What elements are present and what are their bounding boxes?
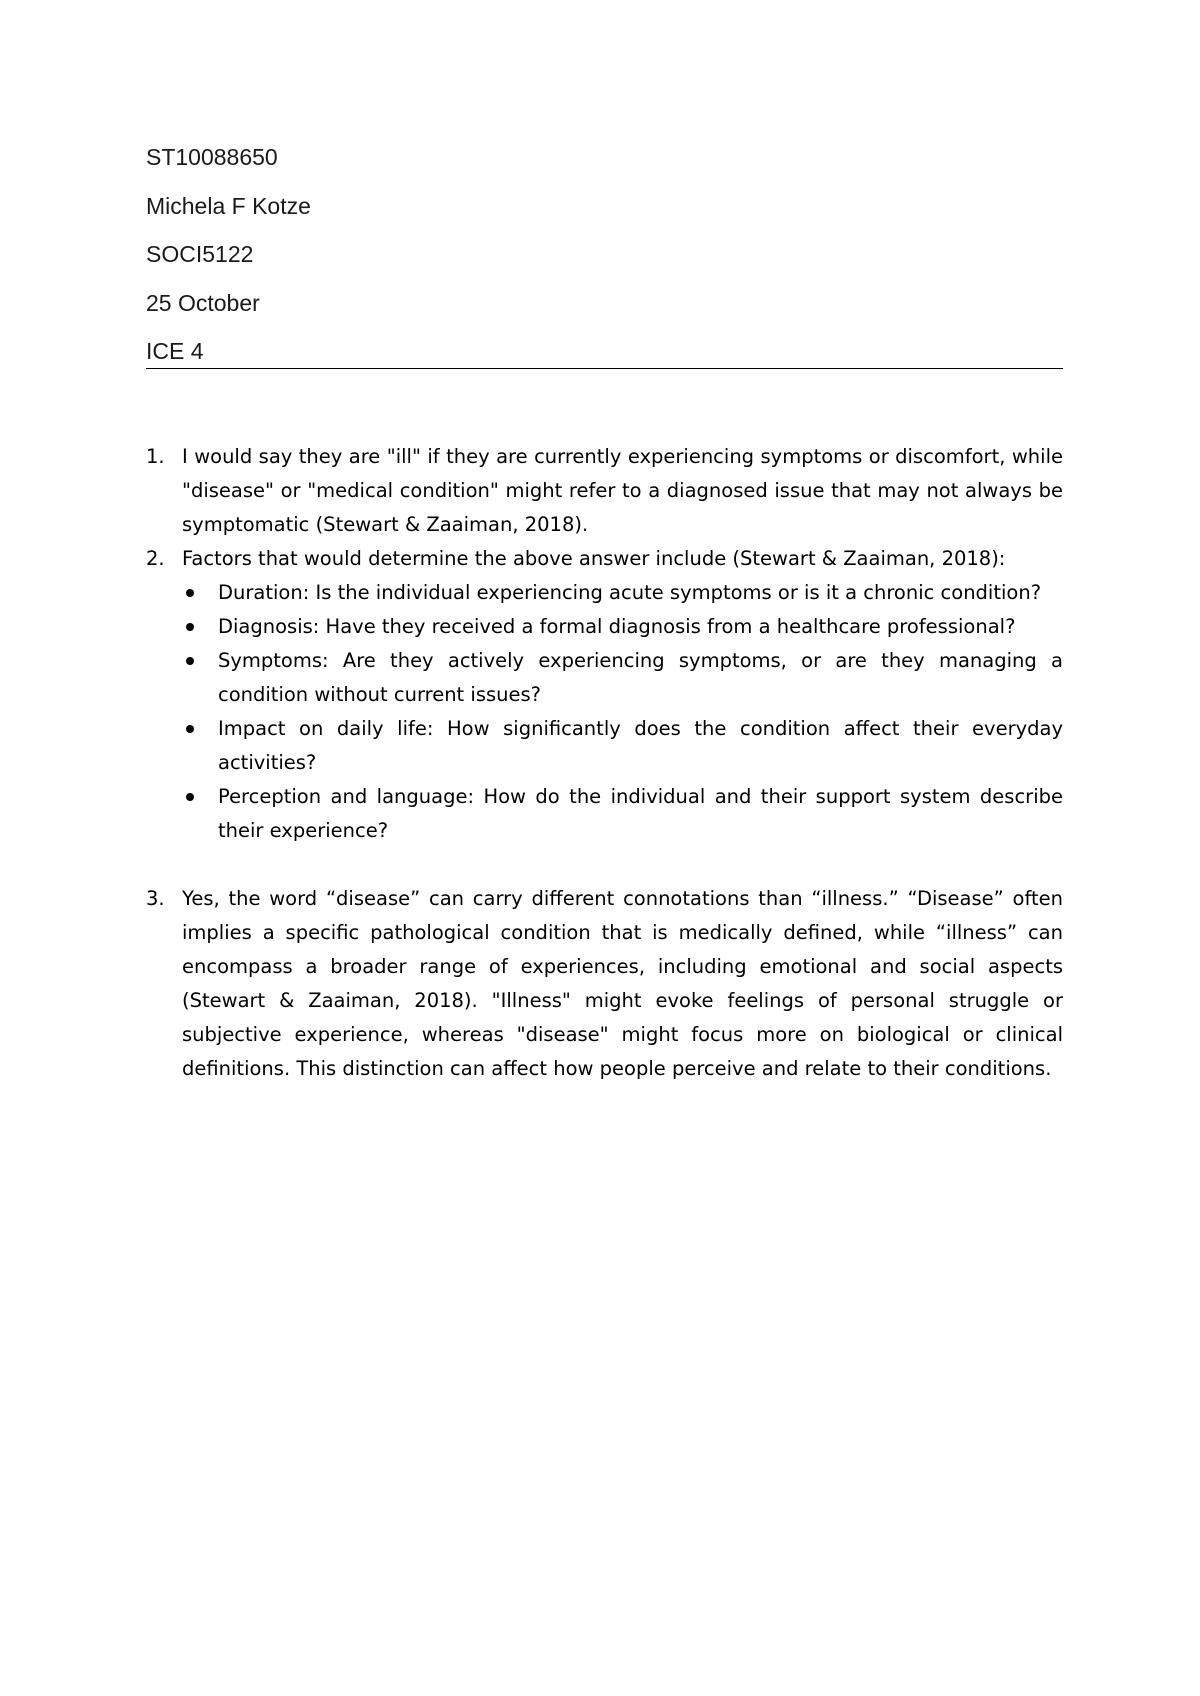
paragraph-spacer [146, 848, 1063, 882]
list-item [182, 576, 1063, 610]
answers-list [146, 440, 1063, 1086]
bullet-icon [186, 589, 194, 597]
list-item [182, 780, 1063, 848]
answer-number: 3. [146, 887, 165, 910]
answer-item-1 [146, 440, 1063, 542]
list-item-text: Impact on daily life: How significantly does the condition affect their everyday activities? [218, 717, 1063, 774]
bullet-icon [186, 793, 194, 801]
submission-date: 25 October [146, 289, 260, 316]
bullet-icon [186, 657, 194, 665]
answer-text: I would say they are "ill" if they are currently experiencing symptoms or discomfort, while "disease" or "medical condition" might refer to a diagnosed issue that may not always be symptomatic (Stewart & Zaaiman, 2018). [182, 445, 1063, 536]
answer-number: 2. [146, 547, 165, 570]
list-item [182, 712, 1063, 780]
answer-text: Yes, the word “disease” can carry different connotations than “illness.” “Disease” often implies a specific pathological condition that is medically defined, while “illness” can encompass a broader range of experiences, including emotional and social aspects (Stewart & Zaaiman, 2018). "Illness" might evoke feelings of personal struggle or subjective experience, whereas "disease" might focus more on biological or clinical definitions. This distinction can affect how people perceive and relate to their conditions. [182, 887, 1063, 1080]
list-item-text: Perception and language: How do the individual and their support system describe their experience? [218, 785, 1063, 842]
list-item [182, 644, 1063, 712]
list-item-text: Symptoms: Are they actively experiencing symptoms, or are they managing a condition without current issues? [218, 649, 1063, 706]
bullet-icon [186, 725, 194, 733]
document-header [146, 140, 1063, 369]
module-code: SOCI5122 [146, 241, 254, 267]
answer-item-3 [146, 882, 1063, 1086]
answer-text: Factors that would determine the above answer include (Stewart & Zaaiman, 2018): [182, 547, 1006, 570]
list-item-text: Diagnosis: Have they received a formal diagnosis from a healthcare professional? [218, 615, 1016, 638]
student-number: ST10088650 [146, 144, 278, 170]
list-item [182, 610, 1063, 644]
answer-item-2 [146, 542, 1063, 848]
answer-number: 1. [146, 445, 165, 468]
factor-list [182, 576, 1063, 848]
bullet-icon [186, 623, 194, 631]
student-name: Michela F Kotze [146, 192, 311, 219]
assignment-title: ICE 4 [146, 334, 1063, 369]
list-item-text: Duration: Is the individual experiencing acute symptoms or is it a chronic condition? [218, 581, 1042, 604]
